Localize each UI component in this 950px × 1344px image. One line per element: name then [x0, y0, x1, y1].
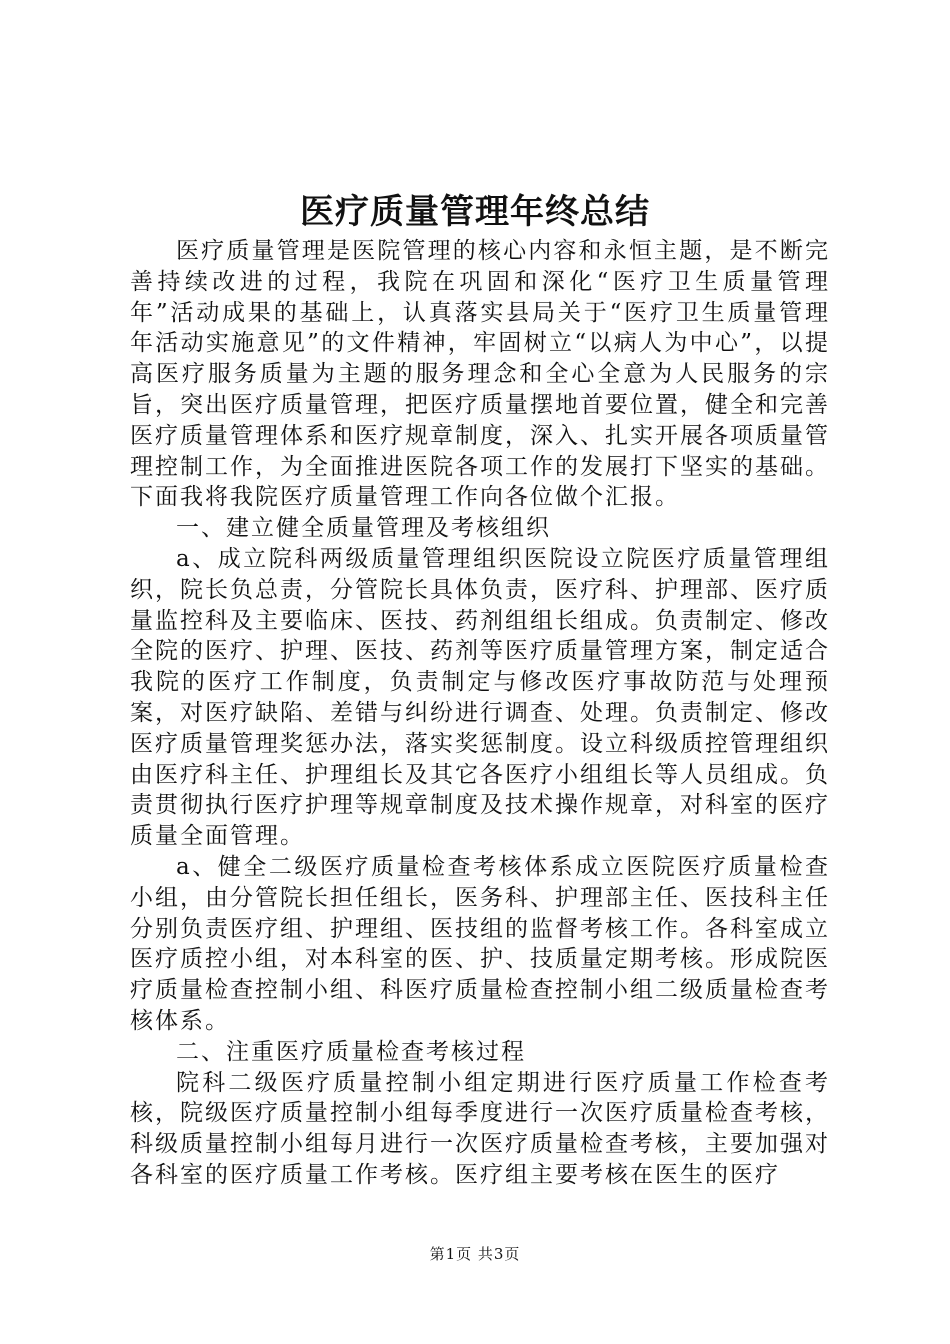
document-body	[130, 236, 830, 1191]
section-1-paragraph-1: a、成立院科两级质量管理组织医院设立院医疗质量管理组织，院长负总责，分管院长具体负责，医疗科、护理部、医疗质量监控科及主要临床、医技、药剂组组长组成。负责制定、修改全院的医疗、护理、医技、药剂等医疗质量管理方案，制定适合我院的医疗工作制度，负责制定与修改医疗事故防范与处理预案，对医疗缺陷、差错与纠纷进行调查、处理。负责制定、修改医疗质量管理奖惩办法，落实奖惩制度。设立科级质控管理组织由医疗科主任、护理组长及其它各医疗小组组长等人员组成。负责贯彻执行医疗护理等规章制度及技术操作规章，对科室的医疗质量全面管理。	[130, 545, 830, 850]
page-footer: 第1页 共3页	[429, 1245, 521, 1263]
section-heading-2: 二、注重医疗质量检查考核过程	[176, 1038, 526, 1065]
document-title: 医疗质量管理年终总结	[300, 192, 650, 232]
section-2-paragraph-1: 院科二级医疗质量控制小组定期进行医疗质量工作检查考核，院级医疗质量控制小组每季度进行一次医疗质量检查考核，科级质量控制小组每月进行一次医疗质量检查考核，主要加强对各科室的医疗质量工作考核。医疗组主要考核在医生的医疗	[130, 1069, 830, 1188]
section-heading-1: 一、建立健全质量管理及考核组织	[176, 515, 551, 542]
intro-paragraph: 医疗质量管理是医院管理的核心内容和永恒主题，是不断完善持续改进的过程，我院在巩固和深化“医疗卫生质量管理年”活动成果的基础上，认真落实县局关于“医疗卫生质量管理年活动实施意见”的文件精神，牢固树立“以病人为中心”，以提高医疗服务质量为主题的服务理念和全心全意为人民服务的宗旨，突出医疗质量管理，把医疗质量摆地首要位置，健全和完善医疗质量管理体系和医疗规章制度，深入、扎实开展各项质量管理控制工作，为全面推进医院各项工作的发展打下坚实的基础。下面我将我院医疗质量管理工作向各位做个汇报。	[130, 238, 830, 511]
section-1-paragraph-2: a、健全二级医疗质量检查考核体系成立医院医疗质量检查小组，由分管院长担任组长，医务科、护理部主任、医技科主任分别负责医疗组、护理组、医技组的监督考核工作。各科室成立医疗质控小组，对本科室的医、护、技质量定期考核。形成院医疗质量检查控制小组、科医疗质量检查控制小组二级质量检查考核体系。	[130, 853, 830, 1034]
